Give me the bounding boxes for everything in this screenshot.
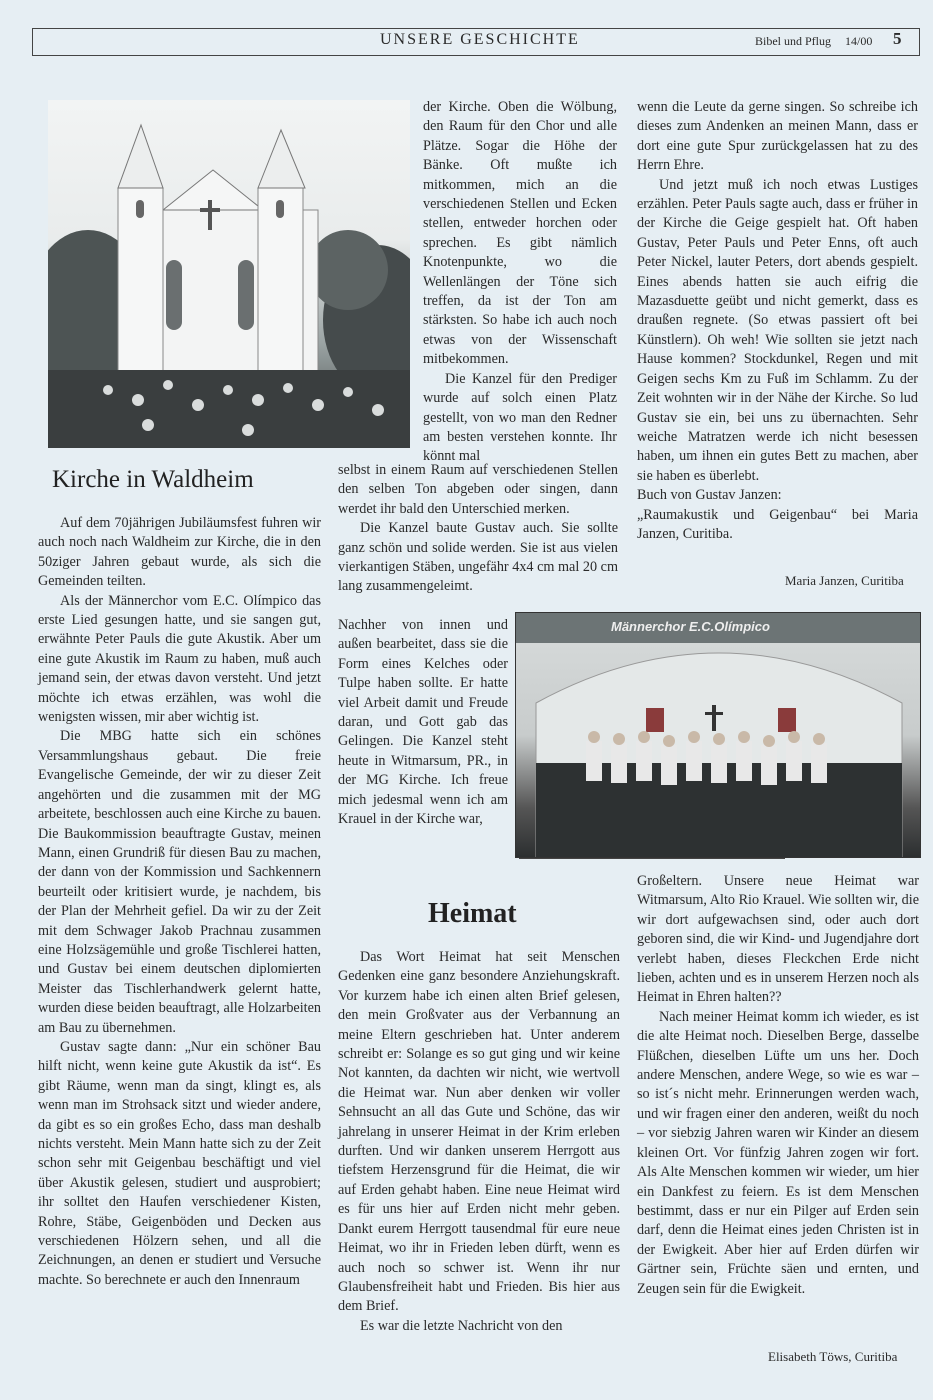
paragraph: der Kirche. Oben die Wölbung, den Raum für den Chor und alle Plätze. Sogar die Höhe der Bänke. Oft mußte ich mitkommen, mich an die verschiedenen Stellen und Ecken stellen, entweder horchen oder sprechen. Es gibt nämlich Knotenpunkte, wo die Wellenlängen der Töne sich treffen, da ist der Ton am stärksten. So habe ich auch noch etwas von der Wissenschaft mitbekommen. [423,99,617,368]
paragraph: Großeltern. Unsere neue Heimat war Witmarsum, Alto Rio Krauel. Wie sollten wir, die wir dort aufgewachsen sind, oder auch dort geboren sind, die wir Kind- und Jugendjahre dort verlebt haben, dieses Fleckchen Erde nicht lieben, achten und es in unserem Herzen noch als Heimat in Ehren halten?? [637,873,919,1006]
magazine-name: Bibel und Pflug [755,34,832,48]
article1-column1 [38,514,321,1290]
church-photo [48,100,410,448]
book-line: Buch von Gustav Janzen: [637,487,782,504]
article1-column2-lower [338,616,508,829]
book-line: „Raumakustik und Geigenbau“ bei Maria Janzen, Curitiba. [637,506,918,542]
paragraph: Die MBG hatte sich ein schönes Versammlungshaus gebaut. Die freie Evangelische Gemeinde, der wir zu dieser Zeit angehörten und die zusammen mit der MG arbeitete, beschlossen auch eine Kirche zu bauen. Die Baukommission beauftragte Gustav, meinen Mann, einen Grundriß für diesen Bau zu machen, der dann von der Kommission und Sachkennern beurteilt oder kritisiert wurde, je nachdem, bis der Plan der Mehrheit gefiel. Da wir zu der Zeit mit dem Schwager Jakob Prachnau zusammen eine Holzsägemühle und große Tischlerei hatten, und Gustav bei einem deutschen diplomierten Meister das Tischlerhandwerk gelernt hatte, wurden diese beiden beauftragt, alle Holzarbeiten am Bau zu übernehmen. [38,728,321,1036]
article1-column2-top [423,98,617,467]
paragraph: Gustav sagte dann: „Nur ein schöner Bau hilft nicht, wenn keine gute Akustik da ist“. Es gibt Räume, wenn man da singt, klingt es, als wenn man im Strohsack sitzt und wieder andere, da gibt es so ein großes Echo, dass man deshalb nichts versteht. Mein Mann hatte sich zu der Zeit schon sehr mit Geigenbau beschäftigt und viel über Akustik gelesen, studiert und ausprobiert; ihr solltet den Haufen verschiedener Kisten, Rohre, Stäbe, Geigenböden und Decken aus verschiedenen Hölzern sehen, und all die Zeichnungen, an denen er studiert und Versuche machte. So berechnete er auch den Innenraum [38,1038,321,1288]
signature-elisabeth: Elisabeth Töws, Curitiba [768,1349,898,1364]
article2-column3 [637,872,919,1299]
paragraph: Das Wort Heimat hat seit Menschen Gedenken eine ganz besondere Anziehungskraft. Vor kurzem habe ich einen alten Brief gelesen, den mein Großvater aus der Verbannung an meine Eltern geschrieben hat. Unter anderem schreibt er: Solange es so gut ging und wir keine Not kannten, da dachten wir nicht, wie wertvoll die Heimat war. Nun aber denken wir voller Sehnsucht an all das Gute und Schöne, das wir jahrelang in unserer Heimat in der Krim erleben durften. Und wir danken unserem Herrgott aus tiefstem Herzensgrund für die Heimat, die wir auf Erden gehabt haben. Eine neue Heimat wird es für uns hier auf Erden nicht mehr geben. Dankt eurem Herrgott tausendmal für eure neue Heimat, wo ihr in Frieden leben dürft, wenn es auch noch so schwer ist. Wenn ihr nur Glaubensfreiheit habt und Frieden. Bis hier aus dem Brief. [338,949,620,1315]
section-title: UNSERE GESCHICHTE [380,31,580,48]
article-title-kirche: Kirche in Waldheim [52,466,254,493]
photo-caption: Männerchor E.C.Olímpico [611,619,770,634]
divider-rule [519,858,785,859]
church-illustration [48,100,410,448]
paragraph: Und jetzt muß ich noch etwas Lustiges erzählen. Peter Pauls sagte auch, dass er früher in der Kirche die Geige gespielt hat. Oft haben Gustav, Peter Pauls und Peter Enns, oft auch Peter Nickel, lauter Peters, dort abends gespielt. Eines abends hatten sie auch eifrig die Mazasduette geübt und nicht gemerkt, dass es draußen regnete. (So etwas passiert oft bei Künstlern). Oh weh! Wie sollten sie jetzt nach Hause kommen? Stockdunkel, Regen und mit Geigen sechs Km zu Fuß im Schlamm. Zu der Zeit wohnten wir in der Nähe der Kirche. So lud Gustav sie ein, bei uns zu übernachten. Sehr weiche Matratzen werde ich nicht besessen haben, um ihnen ein gutes Bett zu machen, aber sie haben es überlebt. [637,176,918,484]
paragraph: wenn die Leute da gerne singen. So schreibe ich dieses zum Andenken an meinen Mann, dass er dort eine gute Spur zurückgelassen hat zu des Herrn Ehre. [637,99,918,174]
article-title-heimat: Heimat [428,898,517,929]
issue-number: 14/00 [845,34,873,48]
article1-column3 [637,98,918,544]
paragraph: Die Kanzel baute Gustav auch. Sie sollte ganz schön und solide werden. Sie ist aus vielen vierkantigen Stäben, ungefähr 4x4 cm mal 20 cm lang zusammengeleimt. [338,520,618,595]
article1-column2-mid [338,461,618,597]
choir-photo [515,612,921,858]
paragraph: Als der Männerchor vom E.C. Olímpico das erste Lied gesungen hatte, und sie sangen gut, erwähnte Peter Pauls die gute Akustik. Aber um eine gute Akustik im Raum zu haben, muß auch jemand sein, der etwas davon versteht. Und jetzt möchte ich etwas erzählen, was wohl die wenigsten wissen, mir aber wichtig ist. [38,592,321,726]
signature-maria: Maria Janzen, Curitiba [785,573,904,588]
paragraph: Nachher von innen und außen bearbeitet, dass sie die Form eines Kelches oder Tulpe haben sollte. Er hatte viel Arbeit damit und Freude daran, und Gott gab das Gelingen. Die Kanzel steht heute in Witmarsum, PR., in der MG Kirche. Ich freue mich jedesmal wenn ich am Krauel in der Kirche war, [338,617,508,828]
paragraph: Es war die letzte Nachricht von den [360,1317,563,1334]
choir-illustration [516,613,921,858]
paragraph: selbst in einem Raum auf verschiedenen Stellen den selben Ton abgeben oder singen, dann werdet ihr bald den Unterschied merken. [338,462,618,517]
page-number: 5 [893,29,902,48]
paragraph: Auf dem 70jährigen Jubiläumsfest fuhren wir auch noch nach Waldheim zur Kirche, die in den 50ziger Jahren gebaut wurde, als sich die Gemeinden teilten. [38,515,321,590]
paragraph: Nach meiner Heimat komm ich wieder, es ist die alte Heimat noch. Dieselben Berge, dasselbe Flüßchen, dieselben Lüfte um uns her. Doch andere Menschen, andere Wege, so wie es war – so ist´s nicht mehr. Erinnerungen werden wach, und wir fragen einer den anderen, weißt du noch – vor siebzig Jahren waren wir Kinder an diesem kleinen Ort. Vor fünfzig Jahren zogen wir fort. Als Alte Menschen kommen wir wieder, um hier ein Dankfest zu feiern. Es ist dem Menschen bestimmt, dass er nur ein Pilger auf Erden sein darf, denn die Heimat eines jeden Christen ist in der Ewigkeit. Aber hier auf Erden dürfen wir Gärtner sein, Früchte säen und ernten, und Zeugen sein für die Ewigkeit. [637,1008,919,1297]
paragraph: Die Kanzel für den Prediger wurde auf solch einen Platz gestellt, von wo man den Redner am besten verstehen konnte. Ihr könnt mal [423,370,617,465]
article2-column2 [338,948,620,1336]
